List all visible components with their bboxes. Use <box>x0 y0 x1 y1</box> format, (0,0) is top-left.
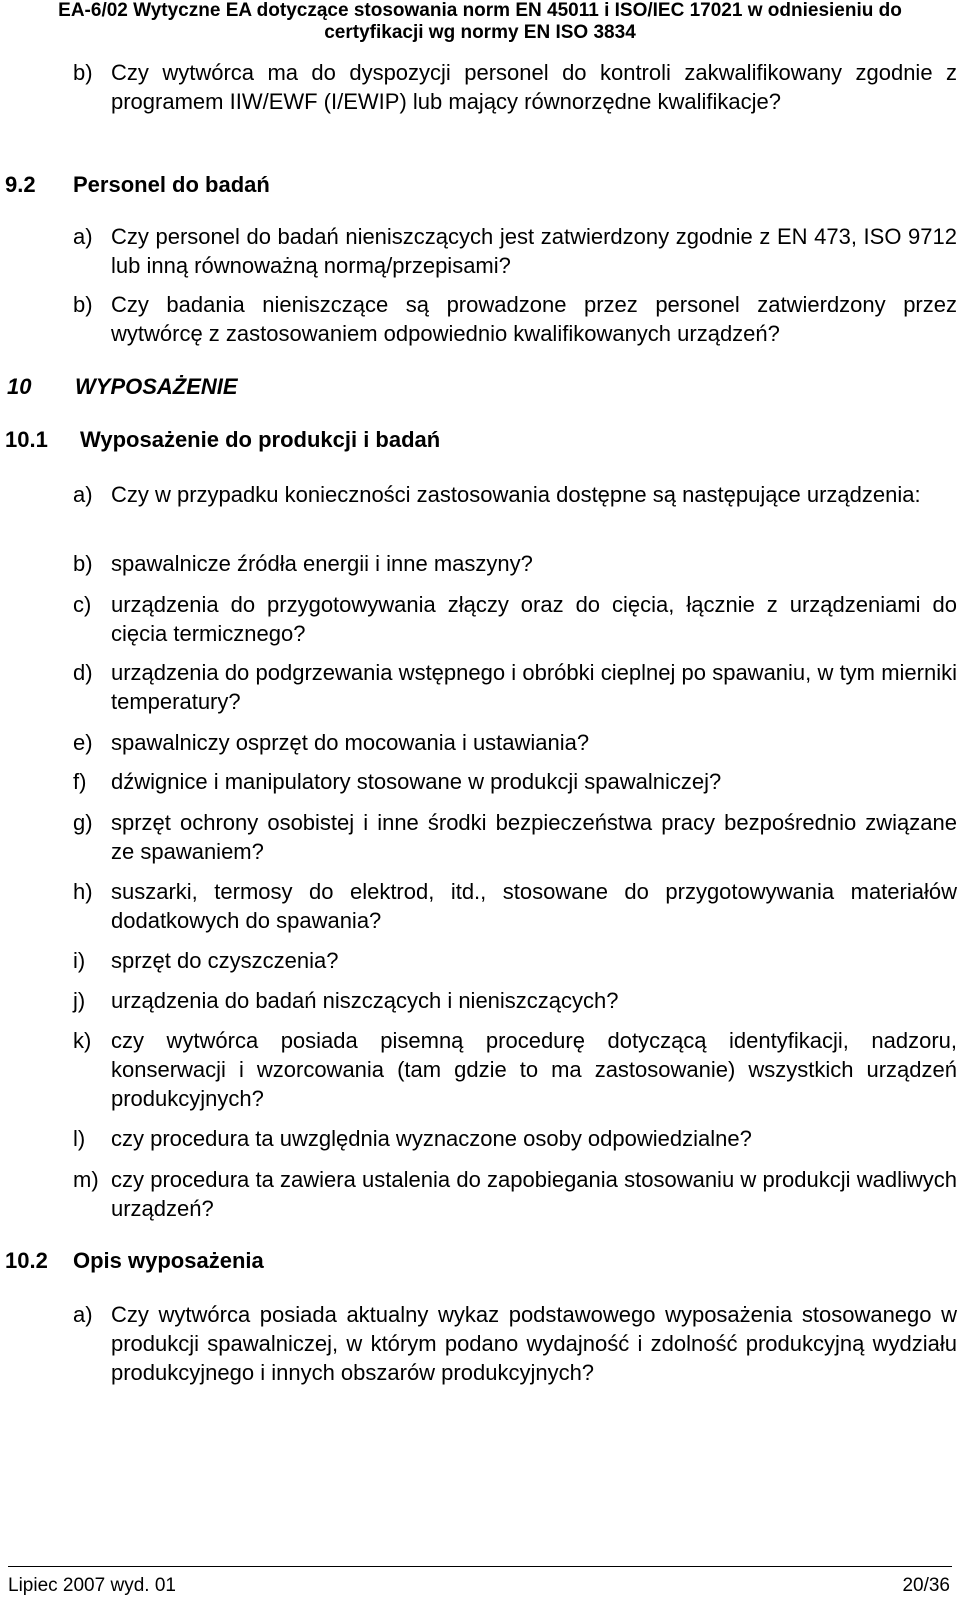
item-text: czy procedura ta uwzględnia wyznaczone osoby odpowiedzialne? <box>111 1126 752 1151</box>
list-item <box>73 58 957 116</box>
item-label: e) <box>73 730 93 755</box>
footer-divider <box>8 1566 952 1567</box>
item-label: l) <box>73 1126 86 1151</box>
chapter-heading <box>7 372 238 401</box>
list-item <box>73 877 957 935</box>
page-number: 20/36 <box>902 1575 950 1596</box>
item-label: h) <box>73 879 93 904</box>
list-item <box>73 1300 957 1387</box>
item-label: m) <box>73 1167 99 1192</box>
section-number: 10.1 <box>5 427 48 452</box>
item-text: urządzenia do przygotowywania złączy oraz do cięcia, łącznie z urządzeniami do cięcia termicznego? <box>111 592 957 646</box>
item-text: spawalnicze źródła energii i inne maszyny? <box>111 551 533 576</box>
item-label: g) <box>73 810 93 835</box>
item-label: i) <box>73 948 86 973</box>
item-text: Czy wytwórca posiada aktualny wykaz podstawowego wyposażenia stosowanego w produkcji spawalniczej, w którym podano wydajność i zdolność produkcyjną wydziału produkcyjnego i innych obszarów produkcyjnych? <box>111 1302 957 1385</box>
footer-date: Lipiec 2007 wyd. 01 <box>8 1575 176 1596</box>
section-number: 10.2 <box>5 1248 48 1273</box>
item-label: b) <box>73 292 93 317</box>
item-text: Czy badania nieniszczące są prowadzone przez personel zatwierdzony przez wytwórcę z zastosowaniem odpowiednio kwalifikowanych urządzeń? <box>111 292 957 346</box>
item-label: d) <box>73 660 93 685</box>
list-item <box>73 480 957 509</box>
section-number: 9.2 <box>5 172 36 197</box>
page-header <box>0 0 960 44</box>
item-label: a) <box>73 482 93 507</box>
item-label: b) <box>73 551 93 576</box>
item-text: sprzęt ochrony osobistej i inne środki bezpieczeństwa pracy bezpośrednio związane ze spawaniem? <box>111 810 957 864</box>
item-text: czy wytwórca posiada pisemną procedurę dotyczącą identyfikacji, nadzoru, konserwacji i wzorcowania (tam gdzie to ma zastosowanie) wszystkich urządzeń produkcyjnych? <box>111 1028 957 1111</box>
list-item <box>73 1165 957 1223</box>
chapter-number: 10 <box>7 374 32 399</box>
list-item <box>73 658 957 716</box>
list-item <box>73 290 957 348</box>
item-text: suszarki, termosy do elektrod, itd., stosowane do przygotowywania materiałów dodatkowych do spawania? <box>111 879 957 933</box>
item-text: urządzenia do badań niszczących i nieniszczących? <box>111 988 619 1013</box>
header-line-1: EA-6/02 Wytyczne EA dotyczące stosowania norm EN 45011 i ISO/IEC 17021 w odniesieniu do <box>58 0 902 21</box>
item-label: c) <box>73 592 92 617</box>
list-item <box>73 808 957 866</box>
list-item <box>73 1124 957 1153</box>
item-label: b) <box>73 60 93 85</box>
item-text: sprzęt do czyszczenia? <box>111 948 339 973</box>
section-title: Opis wyposażenia <box>73 1248 264 1273</box>
list-item <box>73 549 957 578</box>
list-item <box>73 222 957 280</box>
item-text: Czy wytwórca ma do dyspozycji personel do kontroli zakwalifikowany zgodnie z programem IIW/EWF (I/EWIP) lub mający równorzędne kwalifikacje? <box>111 60 957 114</box>
section-title: Personel do badań <box>73 172 270 197</box>
list-item <box>73 1026 957 1113</box>
item-text: urządzenia do podgrzewania wstępnego i obróbki cieplnej po spawaniu, w tym mierniki temperatury? <box>111 660 957 714</box>
item-text: dźwignice i manipulatory stosowane w produkcji spawalniczej? <box>111 769 722 794</box>
list-item <box>73 767 957 796</box>
item-label: f) <box>73 769 87 794</box>
section-title: Wyposażenie do produkcji i badań <box>80 427 441 452</box>
item-text: spawalniczy osprzęt do mocowania i ustawiania? <box>111 730 590 755</box>
chapter-title: WYPOSAŻENIE <box>75 374 238 399</box>
item-label: a) <box>73 1302 93 1327</box>
item-text: Czy w przypadku konieczności zastosowania dostępne są następujące urządzenia: <box>111 482 921 507</box>
header-line-2: certyfikacji wg normy EN ISO 3834 <box>324 22 636 43</box>
item-text: czy procedura ta zawiera ustalenia do zapobiegania stosowaniu w produkcji wadliwych urządzeń? <box>111 1167 957 1221</box>
list-item <box>73 728 957 757</box>
list-item <box>73 946 957 975</box>
list-item <box>73 986 957 1015</box>
item-label: j) <box>73 988 86 1013</box>
item-text: Czy personel do badań nieniszczących jest zatwierdzony zgodnie z EN 473, ISO 9712 lub inną równoważną normą/przepisami? <box>111 224 957 278</box>
list-item <box>73 590 957 648</box>
item-label: a) <box>73 224 93 249</box>
item-label: k) <box>73 1028 92 1053</box>
